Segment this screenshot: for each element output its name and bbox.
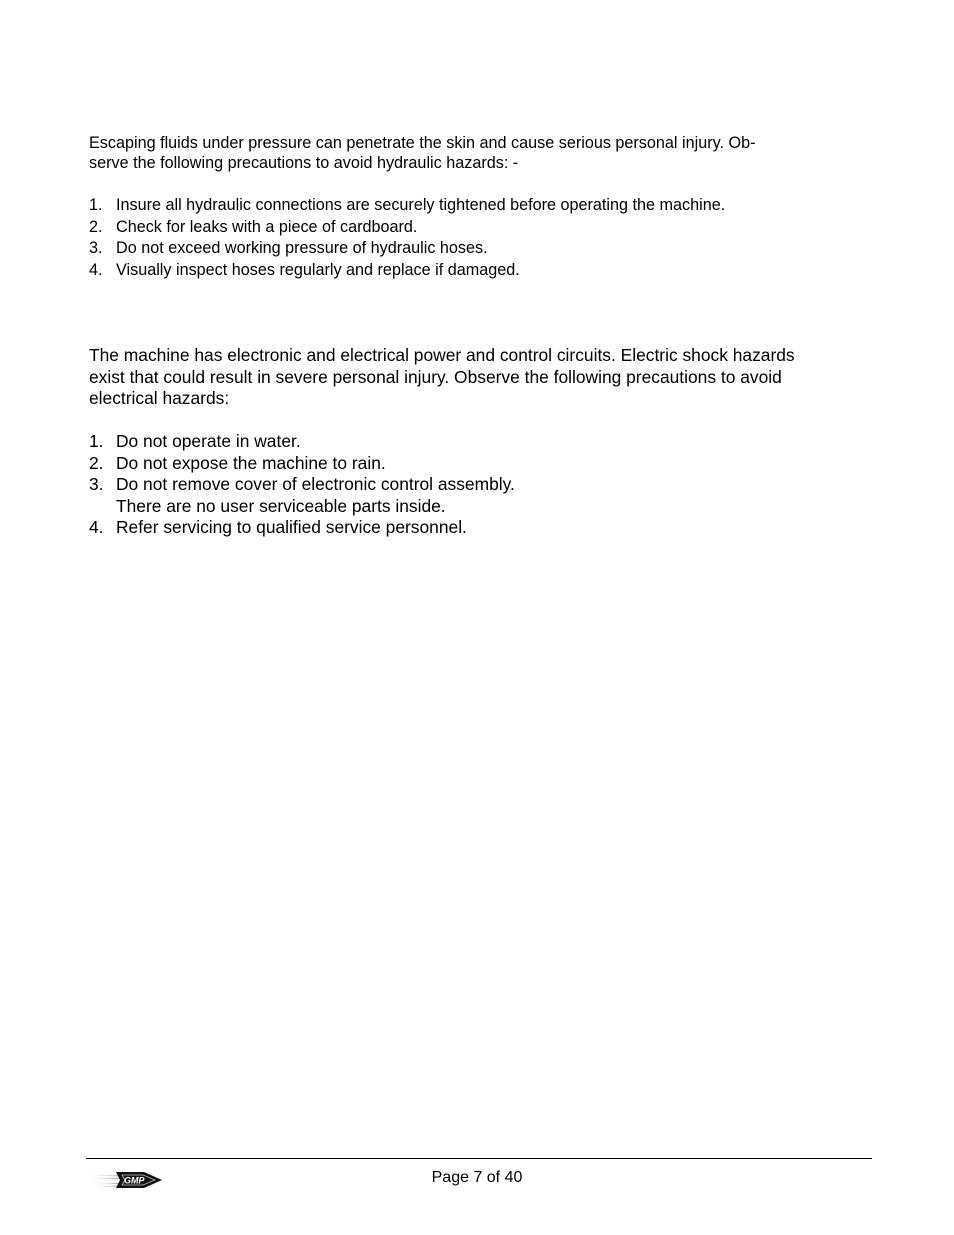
list-item-text: Do not operate in water. xyxy=(116,431,301,451)
list-item xyxy=(89,260,869,282)
list-item-text: Refer servicing to qualified service personnel. xyxy=(116,517,467,537)
list-item-number: 2. xyxy=(89,217,103,236)
electrical-precautions-list xyxy=(89,431,869,539)
footer-divider xyxy=(86,1158,872,1159)
hydraulic-intro-line: Escaping fluids under pressure can penetrate the skin and cause serious personal injury. Ob- xyxy=(89,134,756,152)
list-item-number: 2. xyxy=(89,452,104,473)
list-item xyxy=(89,217,869,239)
electrical-intro-line: The machine has electronic and electrical power and control circuits. Electric shock hazards xyxy=(89,345,795,365)
list-item xyxy=(89,453,869,475)
page-number: Page 7 of 40 xyxy=(431,1169,523,1186)
list-item xyxy=(89,431,869,453)
list-item-number: 3. xyxy=(89,474,104,494)
electrical-intro xyxy=(89,345,859,410)
list-item xyxy=(89,238,869,260)
list-item-number: 1. xyxy=(89,431,104,451)
list-item xyxy=(89,195,869,217)
list-item-text: Do not exceed working pressure of hydraulic hoses. xyxy=(116,239,488,258)
list-item-text: Check for leaks with a piece of cardboard. xyxy=(116,217,418,236)
list-item-text: Do not expose the machine to rain. xyxy=(116,452,386,473)
list-item-number: 4. xyxy=(89,261,103,280)
list-item-text: Do not remove cover of electronic control assembly. xyxy=(116,474,515,494)
list-item-text: Visually inspect hoses regularly and replace if damaged. xyxy=(116,261,520,280)
list-item-number: 3. xyxy=(89,239,103,258)
hydraulic-precautions-list xyxy=(89,195,869,282)
hydraulic-intro-line: serve the following precautions to avoid hydraulic hazards: - xyxy=(89,154,519,172)
electrical-intro-line: exist that could result in severe personal injury. Observe the following precautions to avoid xyxy=(89,366,782,387)
list-item-number: 4. xyxy=(89,517,104,537)
list-item xyxy=(89,474,869,517)
electrical-intro-line: electrical hazards: xyxy=(89,388,230,408)
list-item-text: Insure all hydraulic connections are securely tightened before operating the machine. xyxy=(116,196,726,214)
list-item xyxy=(89,517,869,539)
list-item-continuation: There are no user serviceable parts inside. xyxy=(116,495,446,516)
list-item-number: 1. xyxy=(89,196,103,214)
hydraulic-intro xyxy=(89,133,859,173)
logo-wordmark: GMP xyxy=(124,1175,145,1186)
